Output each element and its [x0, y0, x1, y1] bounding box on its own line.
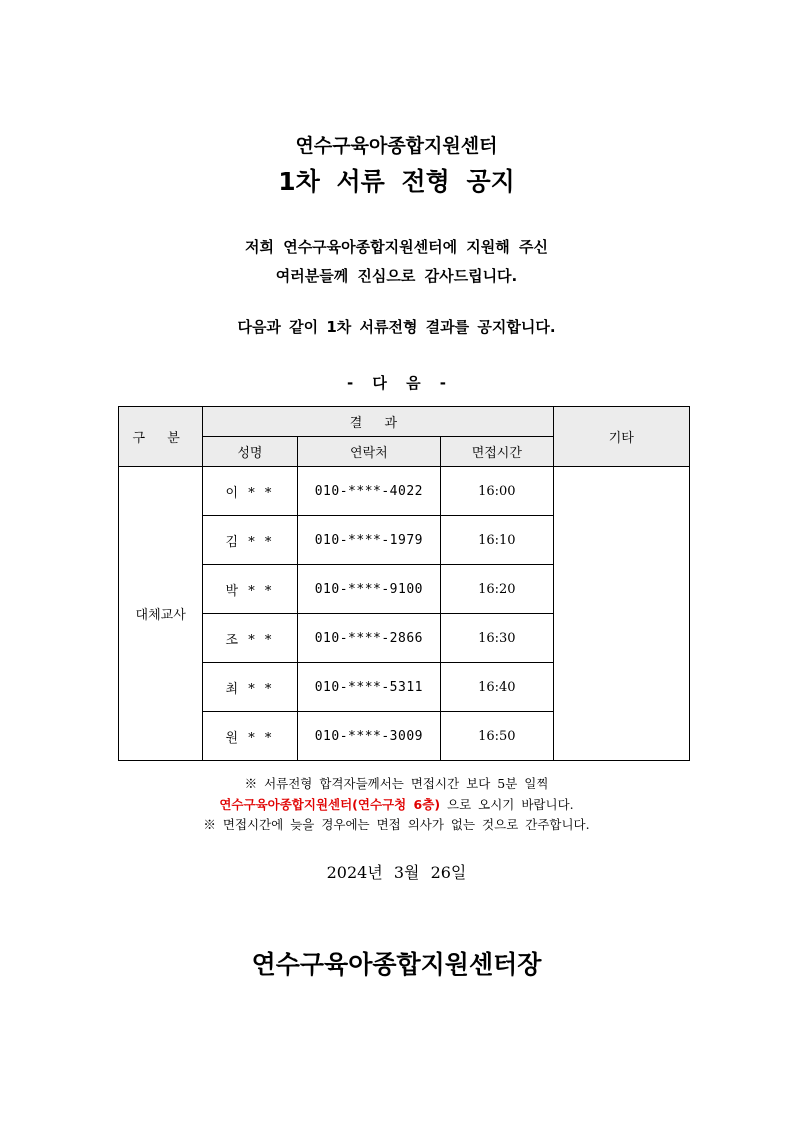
organization-name: 연수구육아종합지원센터 — [295, 135, 498, 157]
header-etc: 기타 — [553, 407, 690, 467]
note-late-policy: ※ 면접시간에 늦을 경우에는 면접 의사가 없는 것으로 간주합니다. — [203, 817, 590, 832]
details-heading: - 다 음 - — [346, 374, 447, 392]
header-category: 구 분 — [119, 407, 203, 467]
signature: 연수구육아종합지원센터장 — [251, 950, 542, 979]
applicant-phone: 010-****-1979 — [297, 516, 441, 565]
header-contact: 연락처 — [297, 437, 441, 467]
interview-time: 16:40 — [441, 663, 553, 712]
interview-time: 16:50 — [441, 712, 553, 761]
interview-time: 16:30 — [441, 614, 553, 663]
location-highlight: 연수구육아종합지원센터(연수구청 6층) — [219, 797, 441, 812]
applicant-name: 이 * * — [203, 467, 297, 516]
header-result: 결 과 — [203, 407, 553, 437]
interview-time: 16:00 — [441, 467, 553, 516]
category-cell: 대체교사 — [119, 467, 203, 761]
applicant-name: 원 * * — [203, 712, 297, 761]
interview-time: 16:10 — [441, 516, 553, 565]
notice-date: 2024년 3월 26일 — [326, 863, 467, 882]
note-arrive-early: ※ 서류전형 합격자들께서는 면접시간 보다 5분 일찍 — [244, 776, 549, 791]
table-header-row — [119, 407, 690, 437]
note-location — [0, 795, 793, 813]
announcement-text: 다음과 같이 1차 서류전형 결과를 공지합니다. — [237, 318, 556, 336]
interview-time: 16:20 — [441, 565, 553, 614]
header-interview-time: 면접시간 — [441, 437, 553, 467]
applicant-phone: 010-****-4022 — [297, 467, 441, 516]
applicant-name: 조 * * — [203, 614, 297, 663]
applicant-phone: 010-****-5311 — [297, 663, 441, 712]
header-name: 성명 — [203, 437, 297, 467]
thanks-line-1: 저희 연수구육아종합지원센터에 지원해 주신 — [245, 238, 548, 256]
applicant-phone: 010-****-2866 — [297, 614, 441, 663]
applicant-name: 최 * * — [203, 663, 297, 712]
etc-cell — [553, 467, 690, 761]
applicant-name: 박 * * — [203, 565, 297, 614]
note-location-rest: 으로 오시기 바랍니다. — [440, 797, 574, 812]
applicant-name: 김 * * — [203, 516, 297, 565]
applicant-phone: 010-****-3009 — [297, 712, 441, 761]
thanks-message — [0, 233, 793, 291]
applicant-phone: 010-****-9100 — [297, 565, 441, 614]
page-title: 1차 서류 전형 공지 — [278, 167, 515, 196]
table-row — [119, 467, 690, 516]
result-table — [118, 406, 690, 761]
thanks-line-2: 여러분들께 진심으로 감사드립니다. — [275, 267, 518, 285]
